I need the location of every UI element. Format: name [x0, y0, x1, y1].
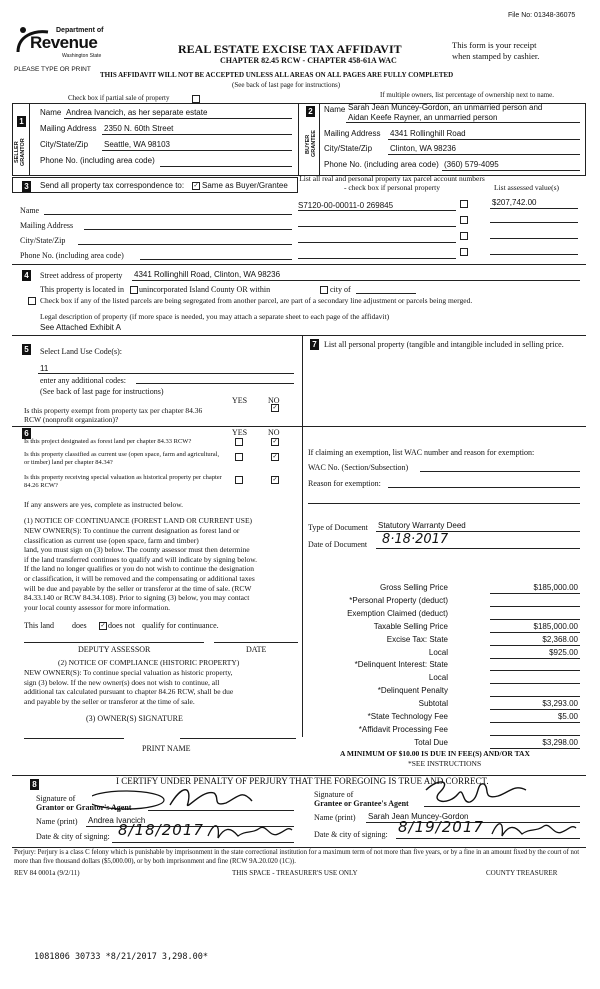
tax-row-value[interactable]: $185,000.00: [533, 583, 578, 592]
tax-row-value[interactable]: $3,293.00: [542, 699, 578, 709]
notice1-line: your local county assessor for more information.: [24, 602, 171, 612]
notice1-title: (1) NOTICE OF CONTINUANCE (FOREST LAND OR CURRENT USE): [24, 516, 253, 525]
print-name-label: PRINT NAME: [142, 744, 191, 753]
treasurer-space-label: THIS SPACE - TREASURER'S USE ONLY: [232, 869, 358, 877]
section-5-badge: 5: [22, 344, 31, 355]
tax-row-value[interactable]: $185,000.00: [533, 621, 578, 631]
city-of-checkbox[interactable]: [320, 286, 328, 294]
doc-type[interactable]: Statutory Warranty Deed: [378, 521, 466, 530]
tax-row-label: Gross Selling Price: [379, 583, 448, 592]
dept-logo-word: Revenue: [30, 33, 98, 52]
notice1-line: If the land no longer qualifies or you do not wish to continue the designation: [24, 564, 254, 574]
parcel-number[interactable]: S7120-00-00011-0 269845: [298, 201, 394, 210]
notice1-line: land, you must sign on (3) below. The county assessor must then determine: [24, 545, 250, 555]
multiple-owners-note: If multiple owners, list percentage of ownership next to name.: [380, 91, 554, 99]
tax-row-label: Local: [428, 647, 448, 657]
does-label: does: [72, 621, 87, 630]
receipt-line2: when stamped by cashier.: [452, 51, 540, 61]
buyer-city[interactable]: Clinton, WA 98236: [390, 144, 456, 153]
notice2-title: (2) NOTICE OF COMPLIANCE (HISTORIC PROPERTY): [58, 658, 240, 667]
tax-row-underline: [490, 593, 580, 594]
seller-city-label: City/State/Zip: [40, 140, 89, 149]
treasurer-stamp: 1081806 30733 *8/21/2017 3,298.00*: [34, 952, 208, 962]
tax-row-label: *Delinquent Penalty: [377, 686, 448, 696]
wac-label: WAC No. (Section/Subsection): [308, 463, 409, 472]
notice1-line: classification as current use (open space, farm and timber): [24, 535, 199, 545]
section-2-badge: 2: [306, 106, 315, 117]
grantor-sig-of-label: Signature of: [36, 794, 76, 803]
buyer-name-line1[interactable]: Sarah Jean Muncey-Gordon, an unmarried person and: [348, 103, 543, 112]
grantor-signing-date[interactable]: 8/18/2017: [118, 821, 204, 839]
does-not-label: does not: [108, 621, 135, 630]
segregated-checkbox[interactable]: [28, 297, 36, 305]
buyer-vertical-label: BUYER GRANTEE: [305, 130, 317, 158]
personal-property-label: List all personal property (tangible and intangible included in selling price.: [324, 340, 564, 349]
tax-row-underline: [490, 632, 580, 633]
land-use-code[interactable]: 11: [40, 364, 49, 373]
s3-phone-label: Phone No. (including area code): [20, 251, 124, 260]
notice1-line: will be due and payable by the seller or transferor at the time of sale. (RCW: [24, 583, 252, 593]
legal-label: Legal description of property (if more space is needed, you may attach a separate sheet to each page of the affidavit): [40, 312, 390, 321]
notice2-body: [24, 668, 233, 706]
tax-row-underline: [490, 645, 580, 646]
form-subtitle: CHAPTER 82.45 RCW - CHAPTER 458-61A WAC: [220, 56, 397, 65]
exempt-no-checkbox[interactable]: ✓: [272, 405, 278, 411]
perjury-statement: Perjury: Perjury is a class C felony which is punishable by imprisonment in the state correctional institution for a maximum term of not more than five years, or by a fine in an amount fixed by the court of not more than five thousand dollars ($5,000.00), or by both imprisonment and fine (RCW 9A.20.020 (1C)).: [14, 849, 580, 865]
see-instructions-note: *SEE INSTRUCTIONS: [408, 759, 482, 768]
s3-name-label: Name: [20, 206, 40, 215]
partial-sale-checkbox[interactable]: [192, 95, 200, 103]
file-number: File No: 01348-36075: [508, 12, 576, 19]
parcel-personal-checkbox-1[interactable]: [460, 200, 468, 208]
assessed-header: List assessed value(s): [494, 183, 559, 192]
historical-yes-checkbox[interactable]: [235, 476, 243, 484]
s5-no-header: NO: [268, 396, 280, 405]
grantor-signature: [92, 783, 292, 815]
qualify-label: qualify for continuance.: [142, 621, 219, 630]
grantee-signing-date[interactable]: 8/19/2017: [398, 818, 484, 836]
historical-no-checkbox[interactable]: ✓: [272, 477, 278, 483]
this-land-label: This land: [24, 621, 54, 630]
street-label: Street address of property: [40, 271, 123, 280]
exempt-question: Is this property exempt from property tax per chapter 84.36 RCW (nonprofit organization)?: [24, 406, 203, 424]
partial-sale-label: Check box if partial sale of property: [68, 94, 170, 102]
tax-row-underline: [490, 696, 580, 697]
street-address[interactable]: 4341 Rollinghill Road, Clinton, WA 98236: [134, 270, 281, 279]
tax-row-underline: [490, 722, 580, 723]
not-accepted-notice: THIS AFFIDAVIT WILL NOT BE ACCEPTED UNLESS ALL AREAS ON ALL PAGES ARE FULLY COMPLETED: [100, 71, 454, 79]
parcel-personal-checkbox-4[interactable]: [460, 248, 468, 256]
doc-date[interactable]: 8·18·2017: [382, 532, 449, 547]
dept-line1: Department of: [56, 27, 104, 34]
dept-line3: Washington State: [62, 53, 102, 59]
tax-row-label: Taxable Selling Price: [373, 621, 448, 631]
deputy-assessor-label: DEPUTY ASSESSOR: [78, 645, 151, 654]
tax-row-underline: [490, 735, 580, 736]
legal-description[interactable]: See Attached Exhibit A: [40, 323, 121, 332]
notice1-line: or classification, it will be removed and the compensating or additional taxes: [24, 573, 255, 583]
tax-row-underline: [490, 670, 580, 671]
current-use-no-checkbox[interactable]: ✓: [272, 454, 278, 460]
grantor-printed-name[interactable]: Andrea Ivancich: [88, 816, 146, 825]
county-treasurer-label: COUNTY TREASURER: [486, 869, 558, 877]
doc-date-label: Date of Document: [308, 540, 368, 549]
instructions-note: (See back of last page for instructions): [232, 81, 341, 89]
owner-signature-label: (3) OWNER(S) SIGNATURE: [86, 714, 183, 723]
does-checkbox[interactable]: ✓: [100, 623, 106, 629]
s3-mailing-label: Mailing Address: [20, 221, 74, 230]
tax-row-value[interactable]: $3,298.00: [542, 737, 578, 747]
historical-question: Is this property receiving special valuation as historical property per chapter 84.26 RCW?: [24, 474, 222, 489]
buyer-mailing-label: Mailing Address: [324, 129, 381, 138]
rev-number: REV 84 0001a (9/2/11): [14, 869, 80, 877]
current-use-question: Is this property classified as current use (open space, farm and agricultural, or timber) land per chapter 84.34?: [24, 451, 220, 466]
seller-vertical-label: SELLER GRANTOR: [14, 138, 26, 166]
s6-no-header: NO: [268, 428, 280, 437]
tax-row-label: Excise Tax: State: [386, 634, 448, 644]
additional-codes-label: enter any additional codes:: [40, 376, 126, 385]
section-8-badge: 8: [30, 779, 39, 790]
tax-row-underline: [490, 619, 580, 620]
doc-type-label: Type of Document: [308, 523, 368, 532]
seller-name-label: Name: [40, 108, 62, 117]
unincorporated-checkbox[interactable]: [130, 286, 138, 294]
if-yes-note: If any answers are yes, complete as instructed below.: [24, 500, 184, 509]
notice1-line: 84.33.140 or RCW 84.34.108). Prior to signing (3) below, you may contact: [24, 593, 250, 603]
buyer-name-label: Name: [324, 105, 346, 114]
current-use-yes-checkbox[interactable]: [235, 453, 243, 461]
buyer-phone[interactable]: (360) 579-4095: [444, 160, 499, 169]
assessed-value[interactable]: $207,742.00: [492, 198, 537, 207]
minimum-fee-note: A MINIMUM OF $10.00 IS DUE IN FEE(S) AND/OR TAX: [340, 749, 530, 758]
tax-row-label: Local: [428, 673, 448, 683]
notice2-line: NEW OWNER(S): To continue special valuation as historic property,: [24, 668, 233, 677]
buyer-name-line2[interactable]: Aidan Keefe Rayner, an unmarried person: [348, 113, 498, 122]
seller-phone-label: Phone No. (including area code): [40, 156, 155, 165]
s6-yes-header: YES: [232, 428, 248, 437]
grantee-signature: [418, 776, 538, 810]
parcel-personal-checkbox-3[interactable]: [460, 232, 468, 240]
s3-city-label: City/State/Zip: [20, 236, 66, 245]
seller-name[interactable]: Andrea Ivancich, as her separate estate: [66, 108, 208, 117]
section-4-badge: 4: [22, 270, 31, 281]
forest-yes-checkbox[interactable]: [235, 438, 243, 446]
forest-no-checkbox[interactable]: ✓: [272, 439, 278, 445]
tax-row-value[interactable]: $925.00: [549, 647, 578, 657]
send-correspondence-label: Send all property tax correspondence to:: [40, 181, 185, 190]
tax-row-label: Exemption Claimed (deduct): [347, 608, 448, 618]
city-of-label: city of: [330, 285, 351, 294]
segregated-label: Check box if any of the listed parcels are being segregated from another parcel, are part of a secondary line adjustment or parcels being merged.: [40, 296, 473, 305]
form-title: REAL ESTATE EXCISE TAX AFFIDAVIT: [178, 42, 402, 56]
grantee-printed-name[interactable]: Sarah Jean Muncey-Gordon: [368, 812, 469, 821]
grantee-agent-label: Grantee or Grantee's Agent: [314, 799, 409, 808]
seller-mailing-label: Mailing Address: [40, 124, 97, 133]
grantee-date-city-label: Date & city of signing:: [314, 830, 388, 839]
tax-row-label: Subtotal: [418, 699, 448, 709]
receipt-line1: This form is your receipt: [452, 40, 537, 50]
certify-statement: I CERTIFY UNDER PENALTY OF PERJURY THAT THE FOREGOING IS TRUE AND CORRECT.: [116, 776, 489, 786]
tax-row-label: Total Due: [414, 737, 448, 747]
parcel-personal-checkbox-2[interactable]: [460, 216, 468, 224]
reason-label: Reason for exemption:: [308, 479, 381, 488]
parcel-header: List all real and personal property tax parcel account numbers - check box if personal property: [299, 174, 485, 192]
grantor-agent-label: Grantor or Grantor's Agent: [36, 803, 132, 812]
land-use-label: Select Land Use Code(s):: [40, 347, 122, 356]
tax-row-underline: [490, 658, 580, 659]
tax-row-underline: [490, 709, 580, 710]
same-as-buyer-checkbox[interactable]: ✓: [193, 183, 199, 189]
forest-land-question: Is this project designated as forest land per chapter 84.33 RCW?: [24, 438, 192, 445]
tax-row-underline: [490, 683, 580, 684]
tax-row-label: *Affidavit Processing Fee: [358, 724, 448, 734]
exemption-label: If claiming an exemption, list WAC number and reason for exemption:: [308, 448, 535, 457]
located-label: This property is located in: [40, 285, 124, 294]
grantor-city-handwriting: [204, 820, 294, 842]
grantor-date-city-label: Date & city of signing:: [36, 832, 110, 841]
notice1-body: [24, 526, 257, 612]
grantor-name-label: Name (print): [36, 817, 78, 826]
same-as-buyer-label: Same as Buyer/Grantee: [202, 181, 288, 190]
tax-row-label: *Personal Property (deduct): [349, 595, 448, 605]
buyer-phone-label: Phone No. (including area code): [324, 160, 439, 169]
notice2-line: sign (3) below. If the new owner(s) does not wish to continue, all: [24, 677, 220, 687]
grantee-name-label: Name (print): [314, 813, 356, 822]
tax-row-value[interactable]: $5.00: [557, 712, 578, 721]
tax-row-label: *State Technology Fee: [367, 712, 448, 721]
tax-row-underline: [490, 606, 580, 607]
date-label: DATE: [246, 645, 267, 654]
seller-mailing[interactable]: 2350 N. 60th Street: [104, 124, 174, 133]
grantee-sig-of-label: Signature of: [314, 790, 354, 799]
buyer-city-label: City/State/Zip: [324, 144, 373, 153]
section-1-badge: 1: [17, 116, 26, 127]
seller-city[interactable]: Seattle, WA 98103: [104, 140, 170, 149]
buyer-mailing[interactable]: 4341 Rollinghill Road: [390, 129, 466, 138]
section-6-badge: 6: [22, 428, 31, 439]
notice1-line: if the land transferred continues to qualify and will indicate by signing below.: [24, 554, 257, 564]
please-type: PLEASE TYPE OR PRINT: [14, 66, 91, 73]
notice1-line: NEW OWNER(S): To continue the current designation as forest land or: [24, 526, 240, 535]
section-7-badge: 7: [310, 339, 319, 350]
section-3-badge: 3: [22, 181, 31, 192]
see-back-note: (See back of last page for instructions): [40, 387, 164, 396]
grantee-city-handwriting: [488, 818, 580, 840]
notice2-line: additional tax calculated pursuant to chapter 84.26 RCW, shall be due: [24, 687, 234, 697]
tax-row-value[interactable]: $2,368.00: [542, 634, 578, 644]
s5-yes-header: YES: [232, 396, 248, 405]
unincorporated-label: unincorporated Island County OR within: [139, 285, 271, 294]
tax-row-label: *Delinquent Interest: State: [354, 660, 448, 670]
notice2-line: and payable by the seller or transferor at the time of sale.: [24, 696, 195, 706]
